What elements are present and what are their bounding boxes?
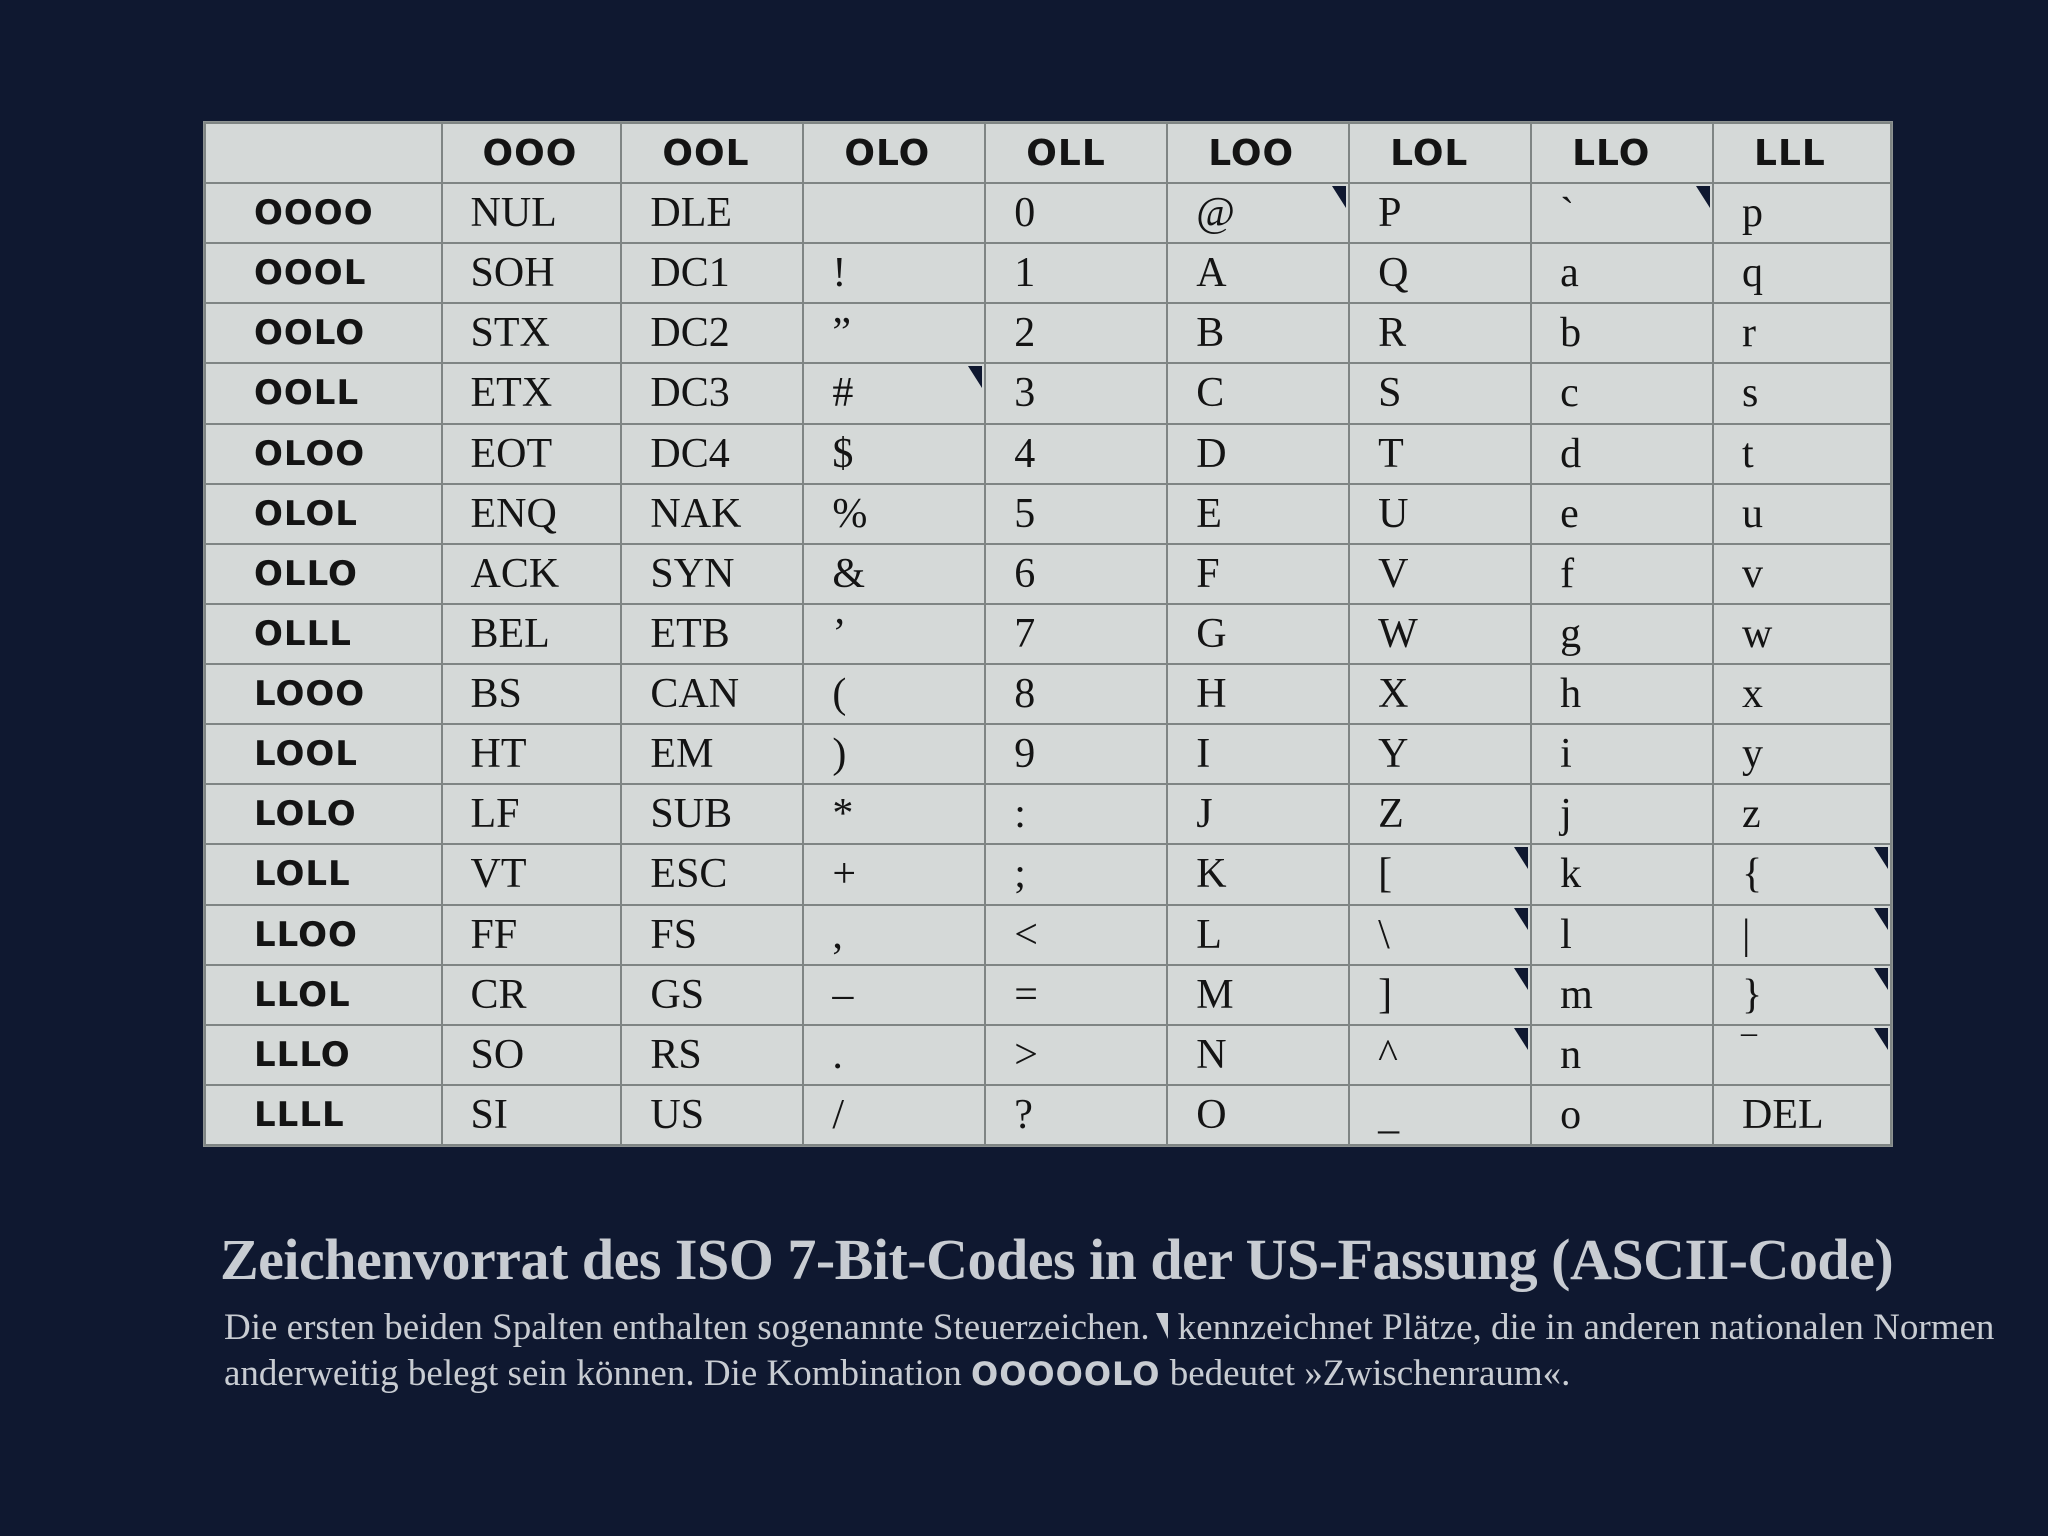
table-cell: ; — [985, 844, 1167, 904]
table-cell: O — [1167, 1085, 1349, 1145]
table-cell: x — [1713, 664, 1891, 724]
table-cell: NAK — [621, 484, 803, 544]
column-header: OOL — [621, 123, 803, 183]
row-header: OOLO — [205, 303, 442, 363]
table-cell: * — [803, 784, 985, 844]
table-cell: ) — [803, 724, 985, 784]
table-cell: V — [1349, 544, 1531, 604]
table-row — [205, 905, 1891, 965]
table-cell: c — [1531, 363, 1713, 423]
table-cell: ` — [1531, 183, 1713, 243]
table-cell: X — [1349, 664, 1531, 724]
table-cell: u — [1713, 484, 1891, 544]
table-cell: s — [1713, 363, 1891, 423]
table-cell — [803, 183, 985, 243]
table-cell: + — [803, 844, 985, 904]
table-cell: SOH — [442, 243, 622, 303]
table-cell: M — [1167, 965, 1349, 1025]
table-row — [205, 664, 1891, 724]
table-cell: VT — [442, 844, 622, 904]
table-cell: n — [1531, 1025, 1713, 1085]
table-cell: SO — [442, 1025, 622, 1085]
column-header: LOO — [1167, 123, 1349, 183]
table-cell: D — [1167, 424, 1349, 484]
table-cell: 9 — [985, 724, 1167, 784]
table-cell: p — [1713, 183, 1891, 243]
table-cell: E — [1167, 484, 1349, 544]
table-cell: . — [803, 1025, 985, 1085]
table-row — [205, 303, 1891, 363]
table-cell: US — [621, 1085, 803, 1145]
column-header: LLO — [1531, 123, 1713, 183]
table-cell: y — [1713, 724, 1891, 784]
row-header: OOOL — [205, 243, 442, 303]
column-header: LOL — [1349, 123, 1531, 183]
table-cell: ESC — [621, 844, 803, 904]
table-cell: 2 — [985, 303, 1167, 363]
table-cell: SUB — [621, 784, 803, 844]
table-cell: ( — [803, 664, 985, 724]
table-cell: Y — [1349, 724, 1531, 784]
row-header: LLOO — [205, 905, 442, 965]
table-cell: ENQ — [442, 484, 622, 544]
row-header: LLOL — [205, 965, 442, 1025]
table-cell: } — [1713, 965, 1891, 1025]
table-cell: FS — [621, 905, 803, 965]
caption-text-start: Die ersten beiden Spalten enthalten sogenannte Steuerzeichen. — [224, 1307, 1150, 1348]
table-row — [205, 784, 1891, 844]
header-row — [205, 123, 1891, 183]
table-cell: , — [803, 905, 985, 965]
table-cell: k — [1531, 844, 1713, 904]
table-cell: a — [1531, 243, 1713, 303]
table-cell: GS — [621, 965, 803, 1025]
table-row — [205, 1025, 1891, 1085]
table-cell: ] — [1349, 965, 1531, 1025]
table-cell: N — [1167, 1025, 1349, 1085]
row-header: OLOL — [205, 484, 442, 544]
table-cell: 0 — [985, 183, 1167, 243]
table-cell: G — [1167, 604, 1349, 664]
table-row — [205, 183, 1891, 243]
table-cell: DC1 — [621, 243, 803, 303]
table-cell: EM — [621, 724, 803, 784]
table-cell: A — [1167, 243, 1349, 303]
table-cell: 1 — [985, 243, 1167, 303]
table-cell: / — [803, 1085, 985, 1145]
row-header: OLLL — [205, 604, 442, 664]
table-cell: q — [1713, 243, 1891, 303]
table-cell: t — [1713, 424, 1891, 484]
row-header: LOLO — [205, 784, 442, 844]
table-cell: $ — [803, 424, 985, 484]
table-cell: S — [1349, 363, 1531, 423]
table-cell: < — [985, 905, 1167, 965]
table-cell: % — [803, 484, 985, 544]
ascii-code-table — [204, 122, 1892, 1146]
table-cell: EOT — [442, 424, 622, 484]
caption-text-end: bedeutet »Zwischenraum«. — [1169, 1353, 1571, 1394]
table-cell: R — [1349, 303, 1531, 363]
caption-description — [224, 1305, 2010, 1397]
caption-text-middle: kennzeichnet Plätze, die in anderen nationalen Normen anderweitig belegt sein können. Die Kombination — [224, 1307, 1995, 1394]
table-cell: L — [1167, 905, 1349, 965]
table-row — [205, 1085, 1891, 1145]
table-cell: v — [1713, 544, 1891, 604]
table-cell: w — [1713, 604, 1891, 664]
column-header: OOO — [442, 123, 622, 183]
row-header: OOOO — [205, 183, 442, 243]
table-cell: e — [1531, 484, 1713, 544]
table-cell: C — [1167, 363, 1349, 423]
table-cell: { — [1713, 844, 1891, 904]
table-cell: BS — [442, 664, 622, 724]
table-row — [205, 844, 1891, 904]
table-cell: m — [1531, 965, 1713, 1025]
table-cell: _ — [1349, 1085, 1531, 1145]
table-cell: b — [1531, 303, 1713, 363]
table-cell: : — [985, 784, 1167, 844]
table-cell: 7 — [985, 604, 1167, 664]
table-cell: z — [1713, 784, 1891, 844]
table-cell: ETX — [442, 363, 622, 423]
table-cell: ? — [985, 1085, 1167, 1145]
table-cell: B — [1167, 303, 1349, 363]
column-header: OLO — [803, 123, 985, 183]
table-row — [205, 484, 1891, 544]
row-header: LOOO — [205, 664, 442, 724]
row-header: OOLL — [205, 363, 442, 423]
table-cell: \ — [1349, 905, 1531, 965]
table-cell: 6 — [985, 544, 1167, 604]
table-cell: P — [1349, 183, 1531, 243]
table-cell: CAN — [621, 664, 803, 724]
table-cell: DLE — [621, 183, 803, 243]
table-cell: d — [1531, 424, 1713, 484]
table-cell: # — [803, 363, 985, 423]
table-cell: SYN — [621, 544, 803, 604]
space-code-token: OOOOOLO — [971, 1355, 1161, 1393]
table-cell: Z — [1349, 784, 1531, 844]
row-header: OLOO — [205, 424, 442, 484]
table-cell: o — [1531, 1085, 1713, 1145]
table-cell: @ — [1167, 183, 1349, 243]
table-cell: g — [1531, 604, 1713, 664]
table-cell: K — [1167, 844, 1349, 904]
table-cell: DC2 — [621, 303, 803, 363]
table-cell: F — [1167, 544, 1349, 604]
table-cell: j — [1531, 784, 1713, 844]
table-cell: 5 — [985, 484, 1167, 544]
table-cell: STX — [442, 303, 622, 363]
table-cell: > — [985, 1025, 1167, 1085]
table-cell: U — [1349, 484, 1531, 544]
corner-cell — [205, 123, 442, 183]
row-header: LOLL — [205, 844, 442, 904]
table-row — [205, 604, 1891, 664]
table-cell: | — [1713, 905, 1891, 965]
table-cell: ‾ — [1713, 1025, 1891, 1085]
row-header: LLLL — [205, 1085, 442, 1145]
table-cell: – — [803, 965, 985, 1025]
table-cell: DC4 — [621, 424, 803, 484]
table-cell: 8 — [985, 664, 1167, 724]
table-cell: HT — [442, 724, 622, 784]
table-cell: i — [1531, 724, 1713, 784]
row-header: LOOL — [205, 724, 442, 784]
table-cell: FF — [442, 905, 622, 965]
row-header: LLLO — [205, 1025, 442, 1085]
table-cell: h — [1531, 664, 1713, 724]
table-cell: ” — [803, 303, 985, 363]
table-cell: [ — [1349, 844, 1531, 904]
table-cell: I — [1167, 724, 1349, 784]
table-cell: l — [1531, 905, 1713, 965]
table-cell: H — [1167, 664, 1349, 724]
table-cell: ! — [803, 243, 985, 303]
table-cell: ’ — [803, 604, 985, 664]
table-cell: = — [985, 965, 1167, 1025]
table-cell: SI — [442, 1085, 622, 1145]
caption-title: Zeichenvorrat des ISO 7-Bit-Codes in der US-Fassung (ASCII-Code) — [220, 1227, 1894, 1292]
table-cell: W — [1349, 604, 1531, 664]
table-row — [205, 965, 1891, 1025]
table-header — [205, 123, 1891, 183]
table-row — [205, 544, 1891, 604]
table-cell: r — [1713, 303, 1891, 363]
column-header: LLL — [1713, 123, 1891, 183]
table-row — [205, 424, 1891, 484]
table-cell: LF — [442, 784, 622, 844]
table-body — [205, 183, 1891, 1145]
table-cell: DC3 — [621, 363, 803, 423]
caption — [220, 1226, 2010, 1397]
table-cell: CR — [442, 965, 622, 1025]
table-cell: ^ — [1349, 1025, 1531, 1085]
table-cell: 4 — [985, 424, 1167, 484]
table-cell: T — [1349, 424, 1531, 484]
corner-flag-icon — [1156, 1313, 1168, 1339]
table-cell: NUL — [442, 183, 622, 243]
table-cell: RS — [621, 1025, 803, 1085]
table-row — [205, 724, 1891, 784]
table-cell: J — [1167, 784, 1349, 844]
table-cell: ACK — [442, 544, 622, 604]
table-cell: BEL — [442, 604, 622, 664]
table-row — [205, 243, 1891, 303]
table-cell: Q — [1349, 243, 1531, 303]
table-cell: DEL — [1713, 1085, 1891, 1145]
table-cell: f — [1531, 544, 1713, 604]
table-cell: & — [803, 544, 985, 604]
column-header: OLL — [985, 123, 1167, 183]
table-cell: 3 — [985, 363, 1167, 423]
row-header: OLLO — [205, 544, 442, 604]
table-cell: ETB — [621, 604, 803, 664]
table-row — [205, 363, 1891, 423]
